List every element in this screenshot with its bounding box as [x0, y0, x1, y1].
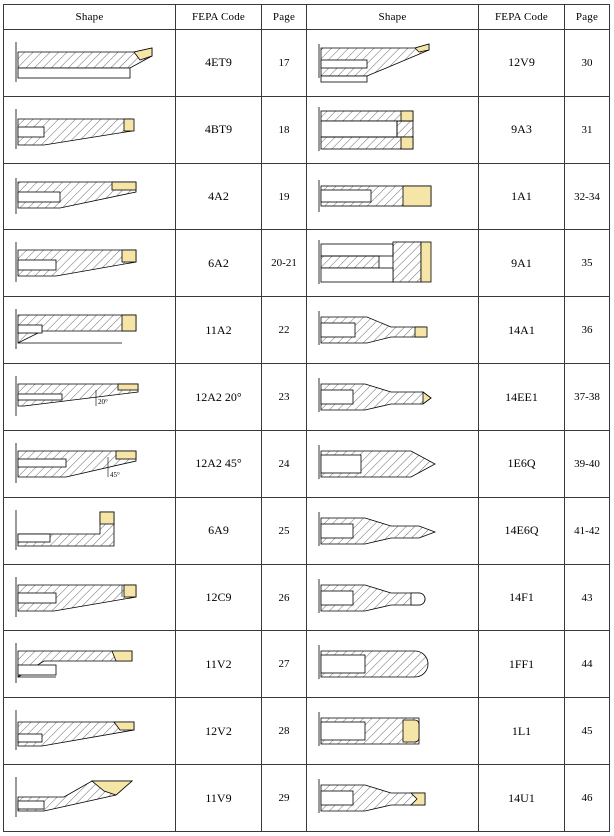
page-cell: 30 [565, 30, 610, 97]
wheel-profile-4a2-icon [4, 164, 175, 230]
page-cell: 46 [565, 765, 610, 832]
page-cell: 19 [262, 163, 307, 230]
shape-cell-12a2-20 [4, 364, 176, 431]
page-cell: 20-21 [262, 230, 307, 297]
shape-cell-14e6q [307, 497, 479, 564]
wheel-profile-12c9-icon [4, 565, 175, 631]
page-cell: 37-38 [565, 364, 610, 431]
code-cell: 1FF1 [479, 631, 565, 698]
code-cell: 11V2 [176, 631, 262, 698]
shape-cell-4bt9 [4, 96, 176, 163]
wheel-profile-4bt9-icon [4, 97, 175, 163]
table-row [4, 30, 610, 97]
wheel-profile-6a2-icon [4, 230, 175, 296]
code-cell: 14A1 [479, 297, 565, 364]
table-row [4, 497, 610, 564]
wheel-profile-6a9-icon [4, 498, 175, 564]
wheel-profile-11a2-icon [4, 297, 175, 363]
code-cell: 4BT9 [176, 96, 262, 163]
wheel-profile-14e6q-icon [307, 498, 478, 564]
page-cell: 39-40 [565, 430, 610, 497]
code-cell: 11A2 [176, 297, 262, 364]
code-cell: 12A2 20° [176, 364, 262, 431]
code-cell: 1A1 [479, 163, 565, 230]
shape-cell-4et9 [4, 30, 176, 97]
wheel-profile-14ee1-icon [307, 364, 478, 430]
wheel-profile-1l1-icon [307, 698, 478, 764]
wheel-profile-1e6q-icon [307, 431, 478, 497]
code-cell: 6A9 [176, 497, 262, 564]
page-cell: 44 [565, 631, 610, 698]
page-cell: 25 [262, 497, 307, 564]
fepa-shape-table [3, 4, 610, 832]
shape-cell-14f1 [307, 564, 479, 631]
code-cell: 14E6Q [479, 497, 565, 564]
page-cell: 28 [262, 698, 307, 765]
page-cell: 43 [565, 564, 610, 631]
wheel-profile-1ff1-icon [307, 631, 478, 697]
page-cell: 36 [565, 297, 610, 364]
shape-cell-14a1 [307, 297, 479, 364]
wheel-profile-11v9-icon [4, 765, 175, 831]
table-row [4, 430, 610, 497]
code-cell: 12C9 [176, 564, 262, 631]
code-cell: 14U1 [479, 765, 565, 832]
page-cell: 26 [262, 564, 307, 631]
angle-annotation-20: 20° [98, 398, 108, 407]
table-row [4, 297, 610, 364]
header-shape-right: Shape [307, 5, 479, 30]
shape-cell-6a2 [4, 230, 176, 297]
code-cell: 12V2 [176, 698, 262, 765]
shape-cell-11v9 [4, 765, 176, 832]
wheel-profile-14f1-icon [307, 565, 478, 631]
wheel-profile-14u1-icon [307, 765, 478, 831]
wheel-profile-11v2-icon [4, 631, 175, 697]
page-cell: 27 [262, 631, 307, 698]
shape-cell-12v2 [4, 698, 176, 765]
table-body [4, 30, 610, 832]
code-cell: 9A1 [479, 230, 565, 297]
page-cell: 35 [565, 230, 610, 297]
table-row [4, 96, 610, 163]
shape-cell-1a1 [307, 163, 479, 230]
table-row [4, 163, 610, 230]
code-cell: 4ET9 [176, 30, 262, 97]
page-cell: 32-34 [565, 163, 610, 230]
page-cell: 23 [262, 364, 307, 431]
wheel-profile-1a1-icon [307, 164, 478, 230]
code-cell: 6A2 [176, 230, 262, 297]
wheel-profile-4et9-icon [4, 30, 175, 96]
code-cell: 12A2 45° [176, 430, 262, 497]
shape-cell-12a2-45 [4, 430, 176, 497]
page-cell: 24 [262, 430, 307, 497]
page-cell: 41-42 [565, 497, 610, 564]
table-row [4, 364, 610, 431]
page-cell: 18 [262, 96, 307, 163]
wheel-profile-14a1-icon [307, 297, 478, 363]
shape-cell-14ee1 [307, 364, 479, 431]
page-cell: 22 [262, 297, 307, 364]
shape-cell-1e6q [307, 430, 479, 497]
code-cell: 14F1 [479, 564, 565, 631]
wheel-profile-12a2-20-icon [4, 364, 175, 430]
shape-cell-4a2 [4, 163, 176, 230]
shape-cell-1l1 [307, 698, 479, 765]
shape-cell-11a2 [4, 297, 176, 364]
shape-cell-12v9 [307, 30, 479, 97]
code-cell: 1L1 [479, 698, 565, 765]
shape-cell-9a3 [307, 96, 479, 163]
code-cell: 11V9 [176, 765, 262, 832]
wheel-profile-12v2-icon [4, 698, 175, 764]
page-cell: 29 [262, 765, 307, 832]
page-cell: 17 [262, 30, 307, 97]
wheel-profile-12a2-45-icon [4, 431, 175, 497]
header-page-left: Page [262, 5, 307, 30]
table-row [4, 698, 610, 765]
table-row [4, 230, 610, 297]
shape-cell-11v2 [4, 631, 176, 698]
shape-cell-1ff1 [307, 631, 479, 698]
wheel-profile-12v9-icon [307, 30, 478, 96]
header-code-left: FEPA Code [176, 5, 262, 30]
wheel-profile-9a1-icon [307, 230, 478, 296]
shape-cell-9a1 [307, 230, 479, 297]
code-cell: 1E6Q [479, 430, 565, 497]
header-shape-left: Shape [4, 5, 176, 30]
header-code-right: FEPA Code [479, 5, 565, 30]
header-page-right: Page [565, 5, 610, 30]
table-header-row [4, 5, 610, 30]
wheel-profile-9a3-icon [307, 97, 478, 163]
code-cell: 9A3 [479, 96, 565, 163]
page-cell: 45 [565, 698, 610, 765]
shape-cell-12c9 [4, 564, 176, 631]
angle-annotation-45: 45° [110, 470, 120, 479]
code-cell: 12V9 [479, 30, 565, 97]
table-row [4, 765, 610, 832]
shape-cell-14u1 [307, 765, 479, 832]
table-row [4, 564, 610, 631]
code-cell: 14EE1 [479, 364, 565, 431]
shape-cell-6a9 [4, 497, 176, 564]
table-row [4, 631, 610, 698]
code-cell: 4A2 [176, 163, 262, 230]
page-cell: 31 [565, 96, 610, 163]
